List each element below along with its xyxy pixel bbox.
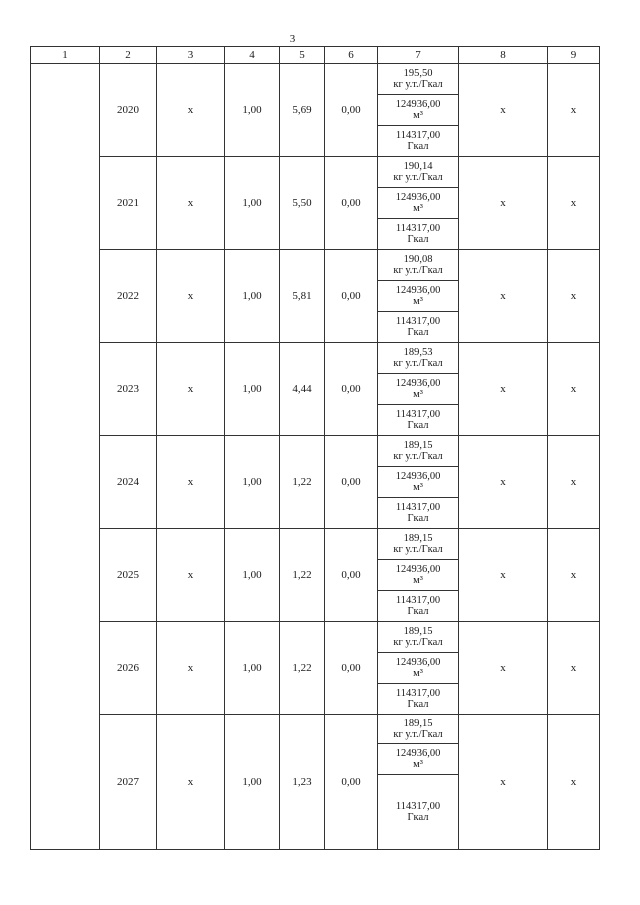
volume-unit: м³ bbox=[413, 482, 423, 493]
col7-cell bbox=[378, 157, 459, 250]
norm-unit: кг у.т./Гкал bbox=[393, 265, 443, 276]
col6-cell: 0,00 bbox=[325, 343, 378, 436]
col8-cell: x bbox=[459, 715, 548, 850]
heat-value: 114317,00 bbox=[395, 594, 441, 606]
col3-cell: x bbox=[157, 436, 225, 529]
year-cell: 2022 bbox=[100, 250, 157, 343]
col7-cell bbox=[378, 436, 459, 529]
norm-value: 195,50 bbox=[403, 67, 433, 79]
header-row bbox=[31, 47, 600, 64]
col8-cell: x bbox=[459, 250, 548, 343]
norm-unit: кг у.т./Гкал bbox=[393, 451, 443, 462]
year-cell: 2023 bbox=[100, 343, 157, 436]
col8-cell: x bbox=[459, 64, 548, 157]
col5-cell: 4,44 bbox=[280, 343, 325, 436]
col4-cell: 1,00 bbox=[225, 64, 280, 157]
col5-cell: 5,50 bbox=[280, 157, 325, 250]
volume-value: 124936,00 bbox=[395, 284, 441, 296]
year-cell: 2024 bbox=[100, 436, 157, 529]
norm-unit: кг у.т./Гкал bbox=[393, 172, 443, 183]
norm-unit: кг у.т./Гкал bbox=[393, 358, 443, 369]
volume-subcell bbox=[378, 467, 458, 498]
col9-cell: x bbox=[548, 622, 600, 715]
year-cell: 2021 bbox=[100, 157, 157, 250]
table-row bbox=[31, 64, 600, 157]
heat-value: 114317,00 bbox=[395, 800, 441, 812]
col4-cell: 1,00 bbox=[225, 529, 280, 622]
volume-subcell bbox=[378, 281, 458, 312]
norm-subcell bbox=[378, 157, 458, 188]
volume-subcell bbox=[378, 744, 458, 775]
col-header: 5 bbox=[280, 47, 325, 64]
col8-cell: x bbox=[459, 622, 548, 715]
heat-value: 114317,00 bbox=[395, 222, 441, 234]
col-header: 2 bbox=[100, 47, 157, 64]
norm-value: 189,15 bbox=[403, 439, 433, 451]
norm-subcell bbox=[378, 64, 458, 95]
col7-cell bbox=[378, 64, 459, 157]
col3-cell: x bbox=[157, 343, 225, 436]
col4-cell: 1,00 bbox=[225, 715, 280, 850]
norm-subcell bbox=[378, 622, 458, 653]
heat-unit: Гкал bbox=[407, 141, 429, 152]
volume-unit: м³ bbox=[413, 575, 423, 586]
volume-value: 124936,00 bbox=[395, 98, 441, 110]
heat-unit: Гкал bbox=[407, 606, 429, 617]
volume-value: 124936,00 bbox=[395, 563, 441, 575]
heat-subcell bbox=[378, 219, 458, 249]
heat-subcell bbox=[378, 498, 458, 528]
heat-subcell bbox=[378, 775, 458, 849]
col9-cell: x bbox=[548, 343, 600, 436]
volume-value: 124936,00 bbox=[395, 470, 441, 482]
col-header: 3 bbox=[157, 47, 225, 64]
col6-cell: 0,00 bbox=[325, 622, 378, 715]
heat-unit: Гкал bbox=[407, 234, 429, 245]
col-header: 7 bbox=[378, 47, 459, 64]
col-header: 4 bbox=[225, 47, 280, 64]
heat-subcell bbox=[378, 591, 458, 621]
norm-unit: кг у.т./Гкал bbox=[393, 544, 443, 555]
col7-cell bbox=[378, 343, 459, 436]
table-row bbox=[31, 715, 600, 850]
col7-cell bbox=[378, 622, 459, 715]
table-row bbox=[31, 343, 600, 436]
data-table bbox=[30, 46, 600, 850]
volume-value: 124936,00 bbox=[395, 747, 441, 759]
norm-value: 190,14 bbox=[403, 160, 433, 172]
volume-unit: м³ bbox=[413, 668, 423, 679]
table-row bbox=[31, 529, 600, 622]
heat-value: 114317,00 bbox=[395, 315, 441, 327]
col9-cell: x bbox=[548, 529, 600, 622]
table-row bbox=[31, 436, 600, 529]
col3-cell: x bbox=[157, 157, 225, 250]
col5-cell: 1,23 bbox=[280, 715, 325, 850]
col9-cell: x bbox=[548, 436, 600, 529]
heat-subcell bbox=[378, 126, 458, 156]
heat-subcell bbox=[378, 684, 458, 714]
col4-cell: 1,00 bbox=[225, 436, 280, 529]
page-number: 3 bbox=[289, 33, 296, 45]
norm-subcell bbox=[378, 436, 458, 467]
table-row bbox=[31, 250, 600, 343]
heat-value: 114317,00 bbox=[395, 129, 441, 141]
heat-unit: Гкал bbox=[407, 327, 429, 338]
col5-cell: 1,22 bbox=[280, 622, 325, 715]
year-cell: 2020 bbox=[100, 64, 157, 157]
heat-value: 114317,00 bbox=[395, 687, 441, 699]
year-cell: 2025 bbox=[100, 529, 157, 622]
col7-cell bbox=[378, 715, 459, 850]
col-header: 9 bbox=[548, 47, 600, 64]
col1-merged-cell bbox=[31, 64, 100, 850]
col3-cell: x bbox=[157, 622, 225, 715]
norm-unit: кг у.т./Гкал bbox=[393, 729, 443, 740]
col5-cell: 5,69 bbox=[280, 64, 325, 157]
norm-unit: кг у.т./Гкал bbox=[393, 637, 443, 648]
norm-unit: кг у.т./Гкал bbox=[393, 79, 443, 90]
volume-subcell bbox=[378, 653, 458, 684]
col7-cell bbox=[378, 529, 459, 622]
norm-value: 189,15 bbox=[403, 625, 433, 637]
col-header: 8 bbox=[459, 47, 548, 64]
volume-unit: м³ bbox=[413, 110, 423, 121]
volume-unit: м³ bbox=[413, 759, 423, 770]
col4-cell: 1,00 bbox=[225, 250, 280, 343]
heat-subcell bbox=[378, 405, 458, 435]
col6-cell: 0,00 bbox=[325, 64, 378, 157]
norm-subcell bbox=[378, 529, 458, 560]
volume-value: 124936,00 bbox=[395, 191, 441, 203]
col5-cell: 1,22 bbox=[280, 529, 325, 622]
col5-cell: 5,81 bbox=[280, 250, 325, 343]
col6-cell: 0,00 bbox=[325, 529, 378, 622]
volume-unit: м³ bbox=[413, 296, 423, 307]
col-header: 1 bbox=[31, 47, 100, 64]
col4-cell: 1,00 bbox=[225, 157, 280, 250]
heat-unit: Гкал bbox=[407, 812, 429, 823]
col6-cell: 0,00 bbox=[325, 436, 378, 529]
heat-unit: Гкал bbox=[407, 699, 429, 710]
col9-cell: x bbox=[548, 64, 600, 157]
col8-cell: x bbox=[459, 436, 548, 529]
heat-unit: Гкал bbox=[407, 420, 429, 431]
volume-subcell bbox=[378, 560, 458, 591]
col3-cell: x bbox=[157, 529, 225, 622]
norm-subcell bbox=[378, 250, 458, 281]
col3-cell: x bbox=[157, 64, 225, 157]
volume-value: 124936,00 bbox=[395, 377, 441, 389]
col6-cell: 0,00 bbox=[325, 157, 378, 250]
year-cell: 2026 bbox=[100, 622, 157, 715]
col3-cell: x bbox=[157, 250, 225, 343]
year-cell: 2027 bbox=[100, 715, 157, 850]
norm-subcell bbox=[378, 715, 458, 744]
norm-subcell bbox=[378, 343, 458, 374]
col3-cell: x bbox=[157, 715, 225, 850]
heat-value: 114317,00 bbox=[395, 501, 441, 513]
col9-cell: x bbox=[548, 250, 600, 343]
volume-subcell bbox=[378, 188, 458, 219]
col9-cell: x bbox=[548, 157, 600, 250]
volume-unit: м³ bbox=[413, 389, 423, 400]
volume-subcell bbox=[378, 374, 458, 405]
col8-cell: x bbox=[459, 343, 548, 436]
col-header: 6 bbox=[325, 47, 378, 64]
table-row bbox=[31, 157, 600, 250]
col8-cell: x bbox=[459, 529, 548, 622]
norm-value: 189,15 bbox=[403, 532, 433, 544]
col9-cell: x bbox=[548, 715, 600, 850]
volume-subcell bbox=[378, 95, 458, 126]
volume-value: 124936,00 bbox=[395, 656, 441, 668]
col8-cell: x bbox=[459, 157, 548, 250]
col7-cell bbox=[378, 250, 459, 343]
norm-value: 190,08 bbox=[403, 253, 433, 265]
col6-cell: 0,00 bbox=[325, 250, 378, 343]
volume-unit: м³ bbox=[413, 203, 423, 214]
norm-value: 189,15 bbox=[403, 717, 433, 729]
col4-cell: 1,00 bbox=[225, 622, 280, 715]
col5-cell: 1,22 bbox=[280, 436, 325, 529]
col6-cell: 0,00 bbox=[325, 715, 378, 850]
heat-value: 114317,00 bbox=[395, 408, 441, 420]
norm-value: 189,53 bbox=[403, 346, 433, 358]
col4-cell: 1,00 bbox=[225, 343, 280, 436]
heat-unit: Гкал bbox=[407, 513, 429, 524]
table-row bbox=[31, 622, 600, 715]
heat-subcell bbox=[378, 312, 458, 342]
